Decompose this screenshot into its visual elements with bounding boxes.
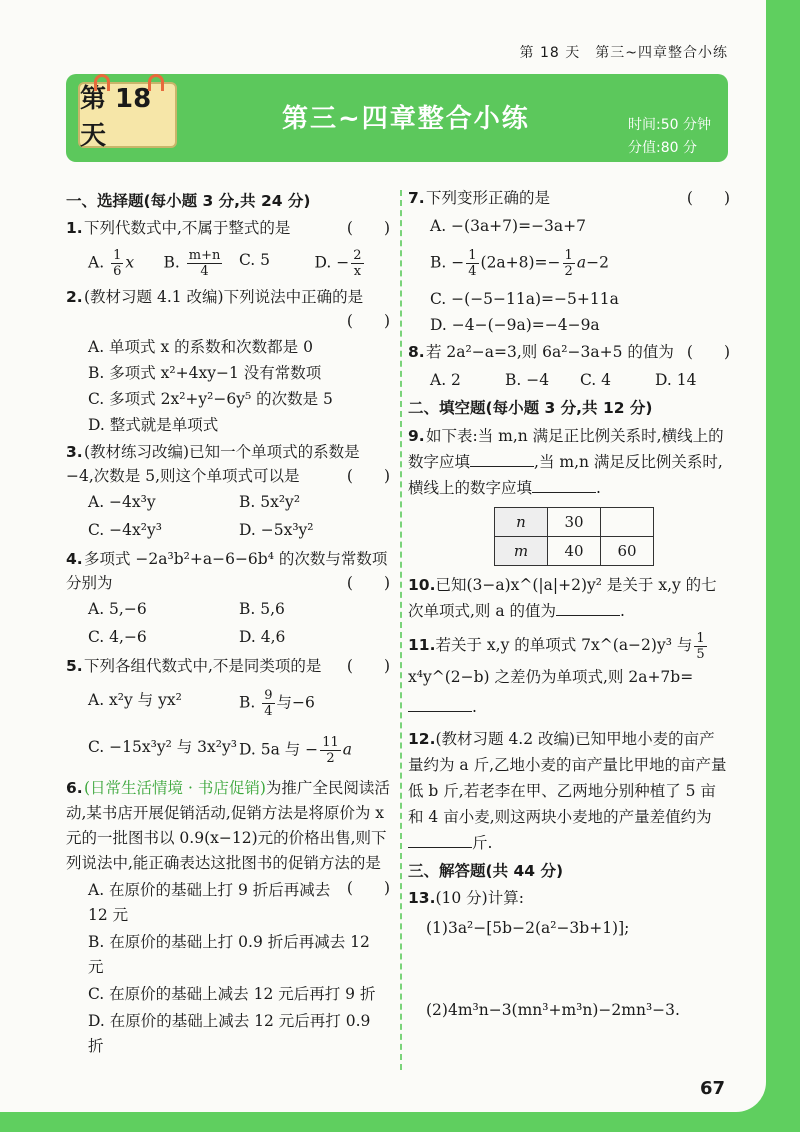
options	[66, 595, 390, 651]
option-c: C. −4x²y³	[88, 521, 162, 539]
option-b: B. $\frac{9}{4}$ 与−6	[239, 688, 315, 719]
question-4: 4.多项式 −2a³b²+a−6−6b⁴ 的次数与常数项分别为 ( ) A. 5,−6 B. 5,6 C. 4,−6 D. 4,6	[66, 547, 390, 651]
context-tag: (日常生活情境 · 书店促销)	[84, 779, 266, 797]
answer-blank[interactable]	[556, 601, 620, 616]
option-b: B. 5x²y²	[239, 493, 301, 511]
question-10: 10.已知(3−a)x^(|a|+2)y² 是关于 x,y 的七次单项式,则 a 的值为 .	[408, 576, 717, 620]
option-d: D. 在原价的基础上减去 12 元后再打 0.9 折	[88, 1012, 371, 1055]
question-3: 3.(教材练习改编)已知一个单项式的系数是 −4,次数是 5,则这个单项式可以是 ( ) A. −4x³y B. 5x²y² C. −4x²y³ D. −5x³y²	[66, 440, 390, 544]
question-8: 8.若 2a²−a=3,则 6a²−3a+5 的值为 ( ) A. 2 B. −4 C. 4 D. 14	[408, 340, 730, 392]
question-stem: 下列代数式中,不属于整式的是	[84, 219, 291, 237]
options	[66, 488, 390, 544]
options	[66, 248, 390, 279]
question-number: 1.	[66, 219, 83, 237]
option-a: A. $\frac{1}{6}$ x	[88, 248, 135, 279]
banner-title: 第三~四章整合小练	[282, 104, 530, 134]
option-b: B. 5,6	[239, 600, 285, 618]
score-label: 分值:80 分	[628, 140, 697, 156]
question-1	[66, 216, 390, 279]
option-a: A. −4x³y	[88, 493, 156, 511]
option-c: C. 4	[580, 371, 612, 389]
left-column	[66, 186, 390, 1062]
question-13: 13.(10 分)计算: (1)3a²−[5b−2(a²−3b+1)]; (2)4m³n−3(mn³+m³n)−2mn³−3.	[408, 886, 730, 1022]
time-label: 时间:50 分钟	[628, 117, 711, 133]
option-c: C. −15x³y² 与 3x²y³	[88, 738, 237, 756]
option-d: D. − $\frac{2}{x}$	[314, 248, 362, 279]
question-7: 7.下列变形正确的是 ( ) A. −(3a+7)=−3a+7 B. − $\frac{1}{4}$ (2a+8)=− $\frac{1}{2}$ a−2 C. −(−5−11a)=−5+11a D. −4−(−9a)=−4−9a	[408, 186, 730, 337]
table-row: m 40 60	[495, 537, 654, 566]
option-b: B. − $\frac{1}{4}$ (2a+8)=− $\frac{1}{2}$ a−2	[430, 248, 609, 279]
day-label-text: 第 18 天	[80, 84, 152, 151]
answer-paren: ( )	[346, 219, 390, 237]
section-heading: 一、选择题(每小题 3 分,共 24 分)	[66, 192, 311, 210]
option-b: B. −4	[505, 371, 550, 389]
question-5: 5.下列各组代数式中,不是同类项的是 ( ) A. x²y 与 yx² B. $\frac{9}{4}$ 与−6 C. −15x³y² 与 3x²y³ D. 5a 与 − $\frac{11}{2}$ a	[66, 657, 390, 766]
option-c: C. −(−5−11a)=−5+11a	[430, 290, 619, 308]
answer-blank[interactable]	[470, 452, 534, 467]
option-c: C. 5	[239, 251, 271, 269]
ring-icon	[148, 74, 164, 91]
option-c: C. 4,−6	[88, 628, 147, 646]
right-column	[408, 186, 730, 1025]
answer-blank[interactable]	[408, 697, 472, 712]
question-6: 6.(日常生活情境 · 书店促销)为推广全民阅读活动,某书店开展促销活动,促销方法是将原价为 x 元的一批图书以 0.9(x−12)元的价格出售,则下列说法中,能正确表达这批图书的促销方法的是 ( ) A. 在原价的基础上打 9 折后再减去 12 元 B. 在原价的基础上打 0.9 折后再减去 12 元 C. 在原价的基础上减去 12 元后再打 9 折 D. 在原价的基础上减去 12 元后再打 0.9 折	[66, 776, 390, 1059]
option-d: D. 整式就是单项式	[88, 416, 219, 434]
question-11: 11.若关于 x,y 的单项式 7x^(a−2)y³ 与 $\frac{1}{5}$ x⁴y^(2−b) 之差仍为单项式,则 2a+7b=.	[408, 630, 705, 716]
table-row: n 30	[495, 508, 654, 537]
option-d: D. 5a 与 − $\frac{11}{2}$ a	[239, 735, 352, 766]
question-9: 9.如下表:当 m,n 满足正比例关系时,横线上的数字应填 ,当 m,n 满足反比例关系时,横线上的数字应填 . n 30 m 40 60	[408, 423, 730, 566]
question-12: 12.(教材习题 4.2 改编)已知甲地小麦的亩产量约为 a 斤,乙地小麦的亩产量比甲地的亩产量低 b 斤,若老李在甲、乙两地分别种植了 5 亩和 4 亩小麦,则这两块小麦地的产量差值约为斤.	[408, 729, 727, 852]
options	[408, 368, 730, 392]
option-a: A. 在原价的基础上打 9 折后再减去 12 元	[88, 881, 331, 924]
option-d: D. −5x³y²	[239, 521, 314, 539]
day-label	[78, 82, 177, 151]
option-b: B. $\frac{m+n}{4}$	[163, 248, 221, 279]
answer-blank[interactable]	[532, 478, 596, 493]
sub-question-2: (2)4m³n−3(mn³+m³n)−2mn³−3.	[426, 1000, 680, 1019]
option-c: C. 在原价的基础上减去 12 元后再打 9 折	[88, 985, 376, 1003]
option-a: A. x²y 与 yx²	[88, 691, 182, 709]
ring-icon	[94, 74, 110, 91]
column-divider	[400, 190, 402, 1070]
option-a: A. 5,−6	[88, 600, 147, 618]
option-b: B. 多项式 x²+4xy−1 没有常数项	[88, 364, 322, 382]
option-d: D. 4,6	[239, 628, 286, 646]
section-heading: 三、解答题(共 44 分)	[408, 861, 564, 880]
option-d: D. −4−(−9a)=−4−9a	[430, 316, 600, 334]
sub-question-1: (1)3a²−[5b−2(a²−3b+1)];	[426, 918, 630, 937]
page-number: 67	[700, 1078, 726, 1099]
answer-paren: ( )	[346, 312, 390, 330]
options	[66, 686, 390, 768]
running-header: 第 18 天 第三~四章整合小练	[519, 45, 728, 61]
section-heading: 二、填空题(每小题 3 分,共 12 分)	[408, 399, 653, 417]
question-2: 2.(教材习题 4.1 改编)下列说法中正确的是 ( ) A. 单项式 x 的系数和次数都是 0 B. 多项式 x²+4xy−1 没有常数项 C. 多项式 2x²+y²−6y⁵ 的次数是 5 D. 整式就是单项式	[66, 285, 390, 437]
option-b: B. 在原价的基础上打 0.9 折后再减去 12 元	[88, 933, 370, 976]
option-a: A. −(3a+7)=−3a+7	[430, 217, 587, 235]
option-d: D. 14	[655, 371, 697, 389]
option-a: A. 2	[430, 371, 461, 389]
option-a: A. 单项式 x 的系数和次数都是 0	[88, 338, 313, 356]
option-c: C. 多项式 2x²+y²−6y⁵ 的次数是 5	[88, 390, 333, 408]
ratio-table	[494, 507, 654, 566]
answer-blank[interactable]	[408, 833, 472, 848]
